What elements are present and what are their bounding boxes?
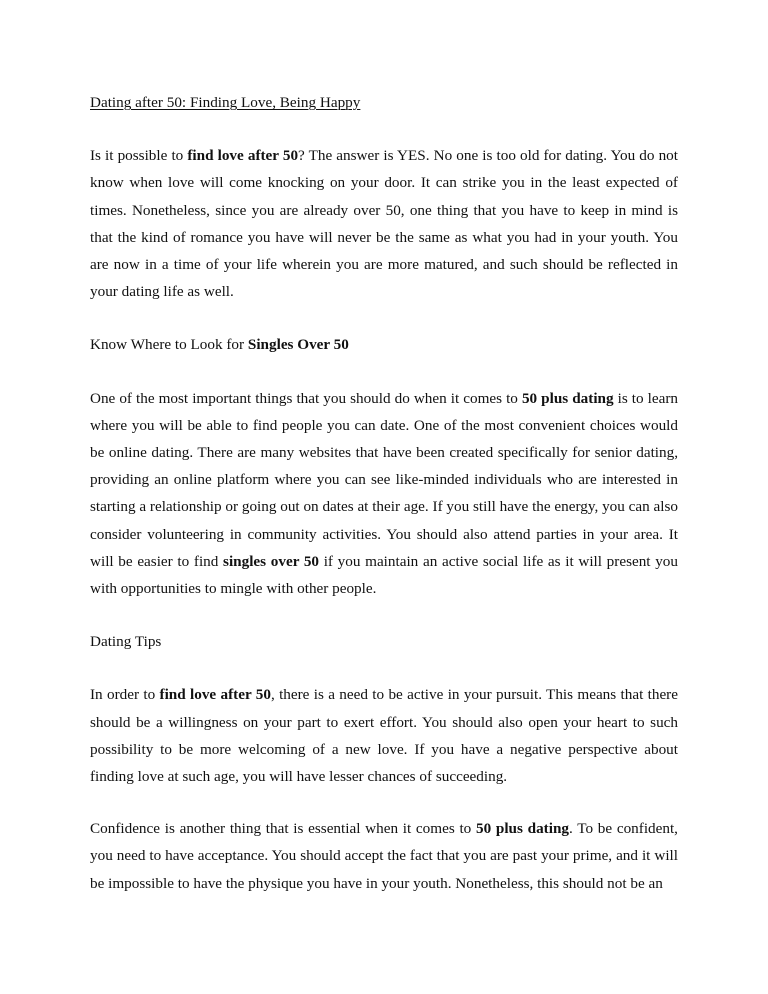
keyword-50-plus-dating-confidence: 50 plus dating	[475, 820, 569, 838]
keyword-find-love-after-50: find love after 50	[187, 147, 299, 165]
section-heading-where-to-look	[90, 331, 678, 358]
keyword-50-plus-dating: 50 plus dating	[521, 389, 614, 407]
keyword-singles-over-50-heading: Singles Over 50	[247, 336, 349, 354]
paragraph-intro-text-1: Is it possible to	[90, 147, 188, 165]
paragraph-dating-tips	[90, 681, 678, 790]
paragraph-where-to-look	[90, 385, 678, 603]
paragraph-dating-tips-text-1: In order to	[90, 686, 160, 704]
paragraph-where-to-look-text-3: if you maintain an active social life as it will present you with opportunities to mingle with other people.	[90, 552, 678, 598]
keyword-find-love-after-50-tips: find love after 50	[159, 686, 271, 704]
paragraph-where-to-look-text-1: One of the most important things that you should do when it comes to	[90, 389, 522, 407]
document-body	[90, 89, 678, 923]
paragraph-dating-tips-text-2: , there is a need to be active in your pursuit. This means that there should be a willingness on your part to exert effort. You should also open your heart to such possibility to be more welcoming of a new love. If you have a negative perspective about finding love at such age, you will have lesser chances of succeeding.	[90, 686, 678, 786]
keyword-singles-over-50: singles over 50	[223, 552, 320, 570]
paragraph-confidence-text-2: . To be confident, you need to have acceptance. You should accept the fact that you are past your prime, and it will be impossible to have the physique you have in your youth. Nonetheless, this should not be an	[90, 820, 678, 892]
paragraph-where-to-look-text-2: is to learn where you will be able to find people you can date. One of the most convenient choices would be online dating. There are many websites that have been created specifically for senior dating, providing an online platform where you can see like-minded individuals who are interested in starting a relationship or going out on dates at their age. If you still have the energy, you can also consider volunteering in community activities. You should also attend parties in your area. It will be easier to find	[90, 389, 678, 570]
paragraph-confidence-text-1: Confidence is another thing that is essential when it comes to	[90, 820, 476, 838]
document-title: Dating after 50: Finding Love, Being Happy	[90, 94, 361, 111]
section-heading-dating-tips: Dating Tips	[90, 633, 162, 651]
paragraph-confidence	[90, 815, 678, 897]
paragraph-intro-text-2: ? The answer is YES. No one is too old for dating. You do not know when love will come knocking on your door. It can strike you in the least expected of times. Nonetheless, since you are already over 50, one thing that you have to keep in mind is that the kind of romance you have will never be the same as what you had in your youth. You are now in a time of your life wherein you are more matured, and such should be reflected in your dating life as well.	[90, 147, 678, 301]
section-heading-where-to-look-text: Know Where to Look for	[90, 336, 248, 354]
paragraph-intro	[90, 142, 678, 305]
